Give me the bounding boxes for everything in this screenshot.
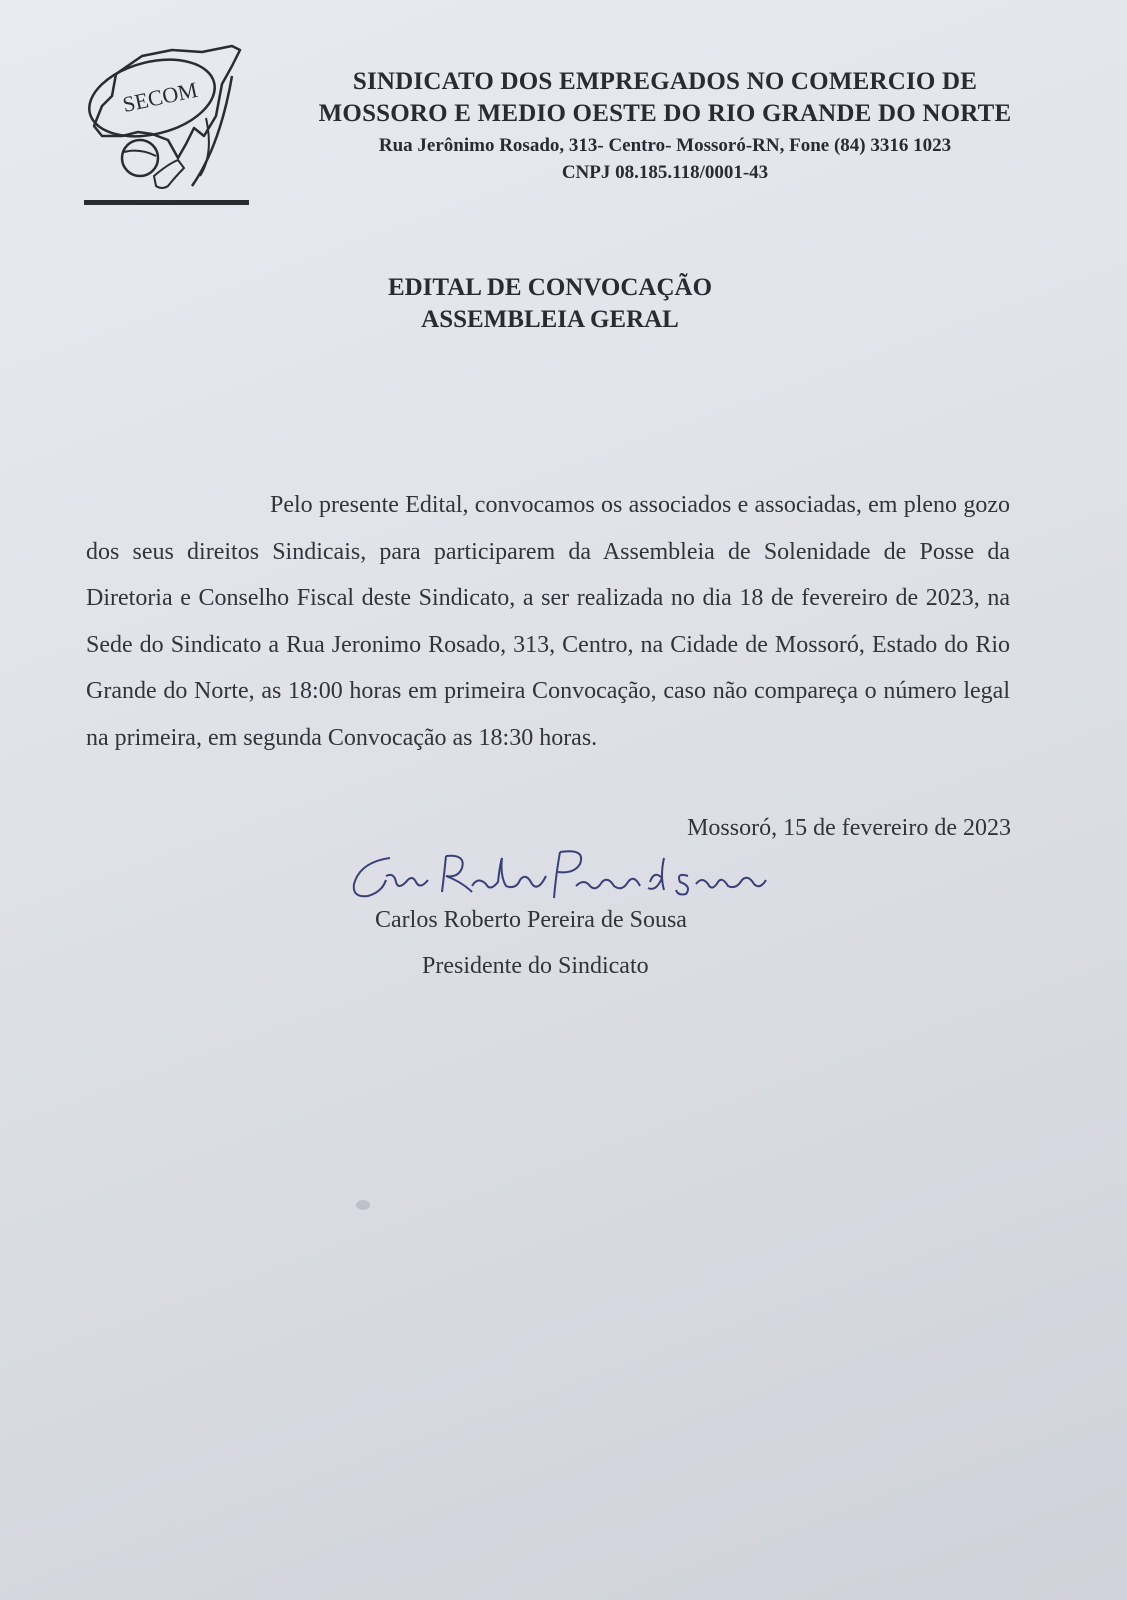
title-line1: EDITAL DE CONVOCAÇÃO (387, 274, 713, 301)
letterhead (280, 66, 1050, 186)
logo-divider (84, 200, 249, 205)
title-line2: ASSEMBLEIA GERAL (421, 306, 679, 333)
paper-smudge (356, 1200, 370, 1210)
logo-text: SECOM (120, 76, 200, 118)
union-name-line1: SINDICATO DOS EMPREGADOS NO COMERCIO DE (352, 68, 978, 95)
signer-name: Carlos Roberto Pereira de Sousa (375, 907, 687, 933)
date-line: Mossoró, 15 de fevereiro de 2023 (687, 815, 1011, 841)
union-name-line2: MOSSORO E MEDIO OESTE DO RIO GRANDE DO NORTE (318, 100, 1012, 127)
convocation-paragraph: Pelo presente Edital, convocamos os associados e associadas, em pleno gozo dos seus direitos Sindicais, para participarem da Assembleia de Solenidade de Posse da Diretoria e Conselho Fiscal deste Sindicato, a ser realizada no dia 18 de fevereiro de 2023, na Sede do Sindicato a Rua Jeronimo Rosado, 313, Centro, na Cidade de Mossoró, Estado do Rio Grande do Norte, as 18:00 horas em primeira Convocação, caso não compareça o número legal na primeira, em segunda Convocação as 18:30 horas. (86, 492, 1010, 751)
signer-role: Presidente do Sindicato (422, 953, 649, 979)
document-title (300, 272, 800, 336)
secom-logo-icon (82, 36, 248, 206)
union-cnpj: CNPJ 08.185.118/0001-43 (561, 162, 769, 183)
union-address: Rua Jerônimo Rosado, 313- Centro- Mossoró-RN, Fone (84) 3316 1023 (378, 135, 952, 156)
